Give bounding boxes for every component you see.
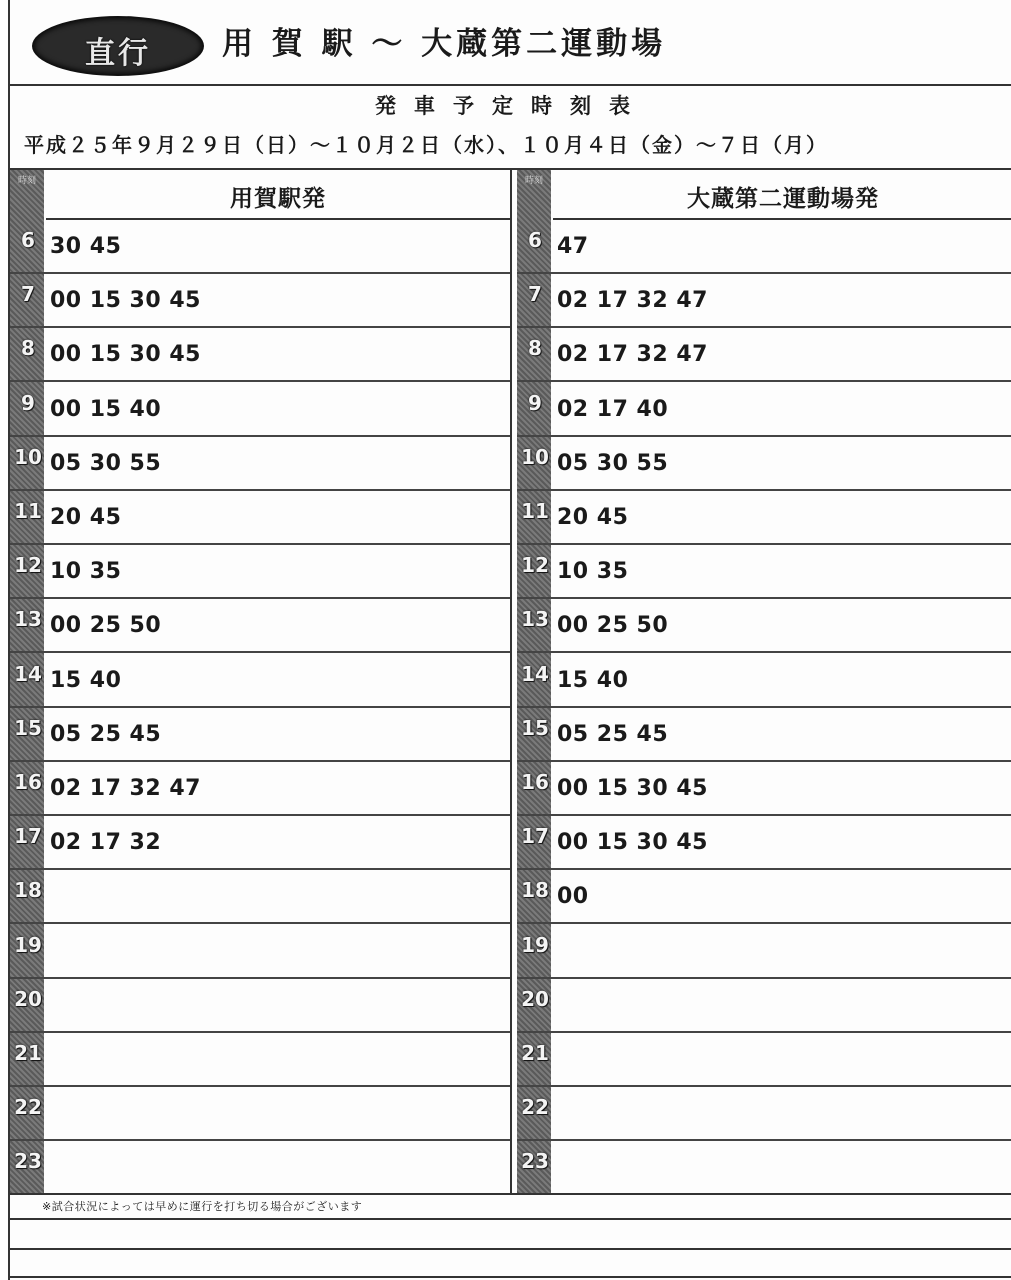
column-header	[46, 170, 510, 220]
hour-label: 13	[14, 607, 42, 632]
timetable-row	[517, 435, 1011, 491]
departure-minutes: 30 45	[50, 234, 122, 259]
timetable-row	[10, 814, 510, 870]
timetable-row	[517, 381, 1011, 437]
hour-label: 22	[14, 1095, 42, 1120]
departure-minutes: 00 25 50	[557, 613, 669, 639]
departure-minutes: 02 17 32 47	[557, 342, 708, 368]
hour-label: 20	[14, 986, 42, 1011]
departure-minutes: 10 35	[50, 559, 122, 585]
departure-minutes: 02 17 32 47	[50, 776, 201, 801]
service-period: 平成２５年９月２９日（日）～１０月２日（水）、１０月４日（金）～７日（月）	[24, 133, 828, 157]
hour-label: 12	[14, 553, 42, 578]
column-header	[553, 170, 1011, 220]
hour-label: 9	[528, 390, 542, 415]
departure-minutes: 00 15 40	[50, 396, 162, 422]
hour-label: 7	[528, 282, 542, 307]
timetable-row	[10, 1085, 510, 1141]
timetable-row	[10, 760, 510, 816]
departure-minutes: 20 45	[50, 505, 122, 530]
timetable-row	[517, 814, 1011, 870]
hour-label: 14	[521, 661, 549, 686]
hour-label: 14	[14, 661, 42, 686]
hour-label: 7	[21, 282, 35, 307]
departure-minutes: 20 45	[557, 505, 629, 530]
timetable-row	[517, 489, 1011, 545]
corner-label: 時刻	[17, 176, 36, 186]
timetable-row	[10, 326, 510, 382]
header	[10, 0, 1011, 86]
direct-badge	[32, 16, 204, 76]
departure-minutes: 00 25 50	[50, 613, 162, 639]
departure-minutes: 00	[557, 884, 589, 910]
hour-label: 16	[521, 770, 549, 794]
timetable-row	[517, 760, 1011, 816]
hour-label: 8	[528, 336, 542, 361]
departure-minutes: 02 17 40	[557, 396, 669, 422]
timetable-row	[517, 652, 1011, 708]
hour-label: 21	[521, 1041, 549, 1065]
timetable-row	[517, 543, 1011, 599]
timetable-row	[10, 435, 510, 491]
hour-label: 23	[14, 1149, 42, 1174]
hour-label: 19	[14, 932, 42, 957]
departure-minutes: 00 15 30 45	[50, 342, 201, 368]
timetable-row	[10, 706, 510, 762]
hour-label: 15	[14, 715, 42, 740]
corner-label: 時刻	[524, 176, 543, 186]
hour-label: 6	[21, 228, 35, 252]
timetable-row	[10, 381, 510, 437]
hour-label: 18	[521, 878, 549, 903]
hour-label: 16	[14, 770, 42, 794]
timetable-row	[10, 543, 510, 599]
subtitle: 発車予定時刻表	[375, 94, 648, 118]
timetable-row	[10, 489, 510, 545]
departure-minutes: 05 25 45	[557, 721, 669, 747]
timetable-row	[517, 868, 1011, 924]
hour-label: 19	[521, 932, 549, 957]
badge-label: 直行	[85, 36, 151, 71]
hour-label: 8	[21, 336, 35, 361]
hour-label: 10	[521, 444, 549, 469]
hour-label: 6	[528, 228, 542, 252]
departure-minutes: 05 25 45	[50, 721, 162, 747]
departure-minutes: 15 40	[557, 667, 629, 693]
divider	[10, 1276, 1011, 1278]
timetable-row	[10, 977, 510, 1033]
divider	[10, 1193, 1011, 1195]
timetable-row	[517, 1139, 1011, 1195]
timetable-row	[517, 1085, 1011, 1141]
timetable-row	[10, 868, 510, 924]
hour-label: 21	[14, 1041, 42, 1065]
timetable-row	[517, 218, 1011, 274]
timetable-row	[10, 1031, 510, 1087]
divider	[10, 1218, 1011, 1220]
hour-label: 18	[14, 878, 42, 903]
timetable-row	[517, 1031, 1011, 1087]
divider	[10, 1248, 1011, 1250]
timetable-row	[517, 706, 1011, 762]
departure-minutes: 05 30 55	[557, 450, 669, 476]
route-title: 用 賀 駅 ～ 大蔵第二運動場	[222, 26, 667, 62]
departure-minutes: 00 15 30 45	[557, 830, 708, 856]
hour-label: 20	[521, 986, 549, 1011]
timetable-row	[10, 218, 510, 274]
timetable-row	[517, 923, 1011, 979]
hour-label: 17	[14, 824, 42, 849]
hour-label: 22	[521, 1095, 549, 1120]
departure-minutes: 00 15 30 45	[50, 288, 201, 314]
hour-label: 13	[521, 607, 549, 632]
timetable-sheet	[8, 0, 1011, 1280]
hour-label: 17	[521, 824, 549, 849]
hour-label: 9	[21, 390, 35, 415]
hour-label: 23	[521, 1149, 549, 1174]
timetable-row	[517, 977, 1011, 1033]
hour-label: 11	[14, 499, 42, 523]
timetable-row	[10, 272, 510, 328]
departure-minutes: 02 17 32	[50, 830, 162, 856]
timetable-row	[517, 597, 1011, 653]
departure-minutes: 47	[557, 234, 589, 259]
departure-minutes: 05 30 55	[50, 450, 162, 476]
timetable-row	[517, 272, 1011, 328]
timetable-row	[517, 326, 1011, 382]
timetable-row	[10, 597, 510, 653]
departure-minutes: 00 15 30 45	[557, 776, 708, 801]
column-title: 用賀駅発	[230, 186, 326, 212]
departure-minutes: 15 40	[50, 667, 122, 693]
departure-minutes: 10 35	[557, 559, 629, 585]
timetable-row	[10, 1139, 510, 1195]
timetable-row	[10, 923, 510, 979]
column-title: 大蔵第二運動場発	[687, 186, 879, 212]
timetable-row	[10, 652, 510, 708]
hour-label: 10	[14, 444, 42, 469]
footer-note: ※試合状況によっては早めに運行を打ち切る場合がございます	[42, 1200, 363, 1213]
hour-label: 11	[521, 499, 549, 523]
hour-label: 15	[521, 715, 549, 740]
departure-minutes: 02 17 32 47	[557, 288, 708, 314]
hour-label: 12	[521, 553, 549, 578]
